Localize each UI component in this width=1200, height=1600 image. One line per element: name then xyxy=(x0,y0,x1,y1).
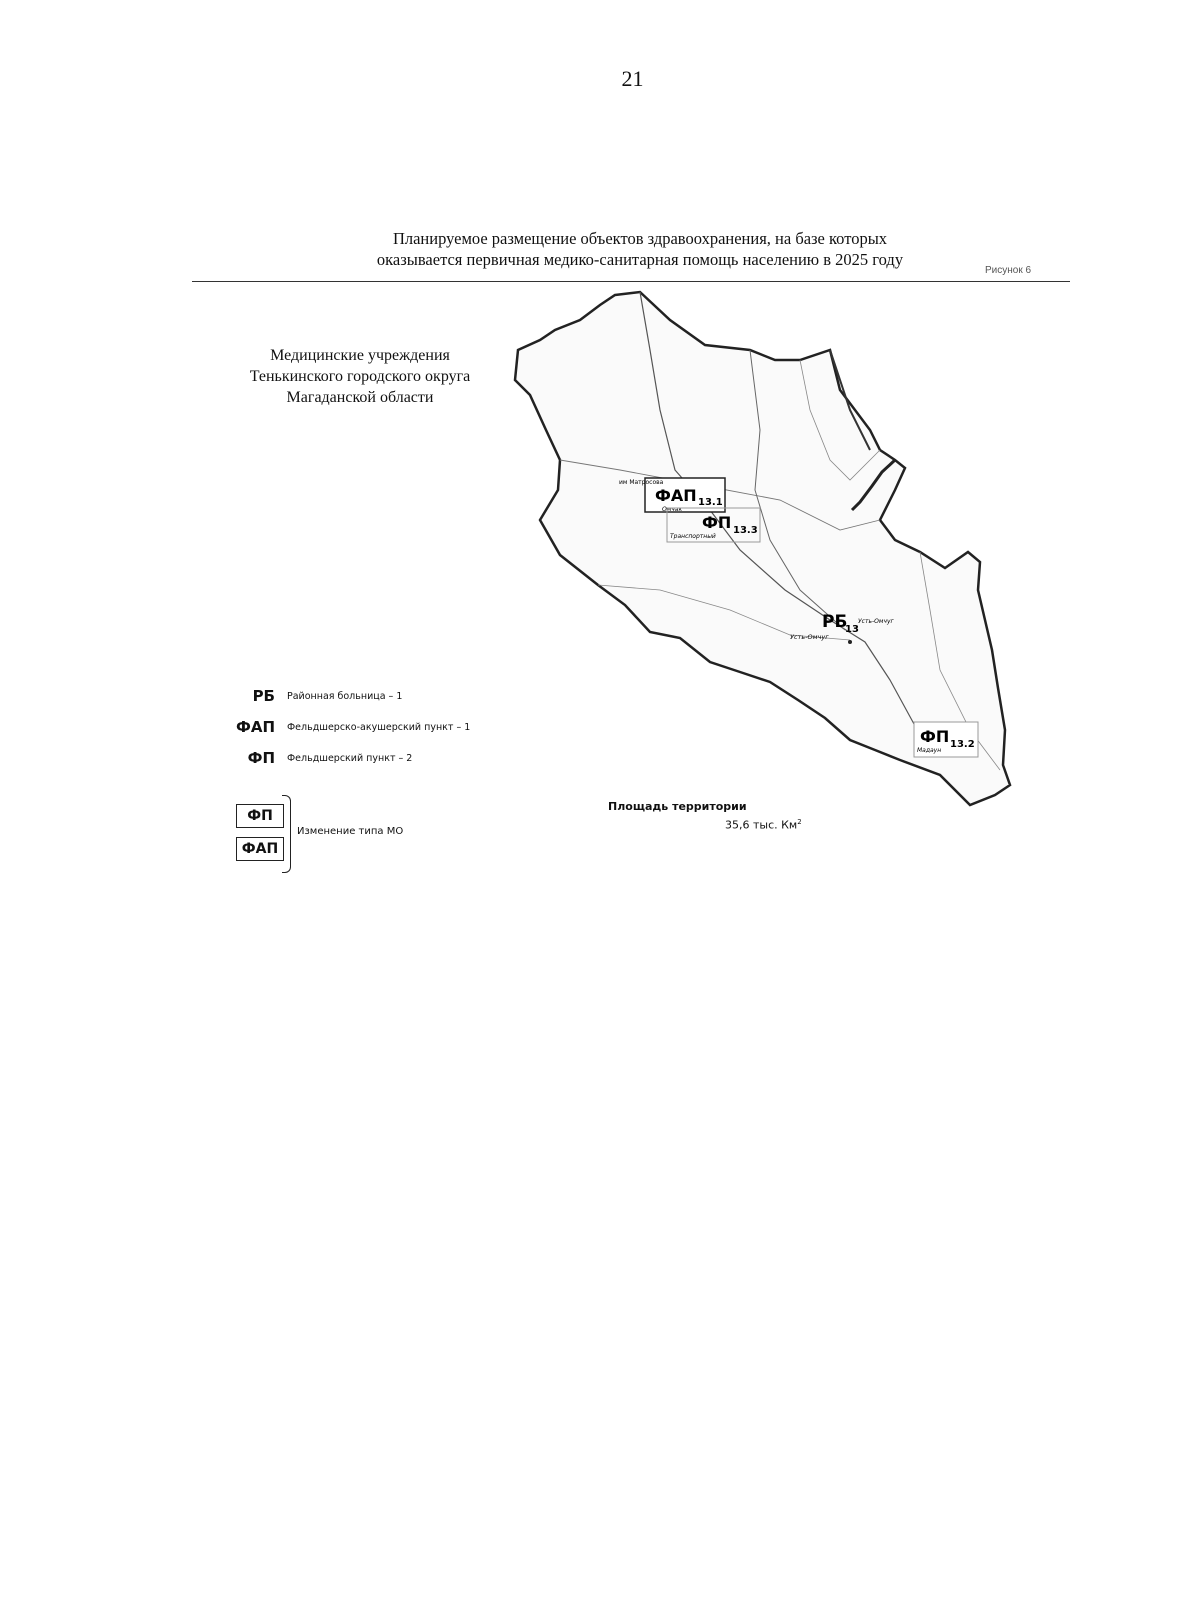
settlement-point xyxy=(848,640,852,644)
title-line-1: Планируемое размещение объектов здравоохранения, на базе которых xyxy=(392,229,888,248)
area-value xyxy=(725,818,802,832)
facility-index-label: 13.3 xyxy=(733,525,758,536)
legend-label: Фельдшерский пункт – 2 xyxy=(287,752,413,764)
facility-type-label: ФП xyxy=(702,513,732,532)
facility-settlement-label: Усть-Омчуг xyxy=(790,633,829,641)
legend-change-label: Изменение типа МО xyxy=(297,826,404,837)
page-number: 21 xyxy=(621,66,644,91)
legend-item-rb xyxy=(235,686,402,706)
legend-label: Районная больница – 1 xyxy=(287,690,403,702)
facility-index-label: 13.1 xyxy=(698,497,723,508)
title-line-2: оказывается первичная медико-санитарная помощь населению в 2025 году xyxy=(376,250,904,269)
legend-title-line: Медицинские учреждения xyxy=(270,347,450,364)
legend-abbr: ФП xyxy=(247,749,275,767)
figure-title xyxy=(300,228,980,270)
title-rule xyxy=(192,281,1070,282)
legend-abbr: ФАП xyxy=(235,718,275,736)
legend-change-from: ФП xyxy=(236,804,284,828)
area-label: Площадь территории xyxy=(608,800,747,813)
facility-index-label: 13 xyxy=(845,624,859,635)
legend-bracket xyxy=(282,795,291,873)
legend-item-fap xyxy=(235,717,470,737)
area-value-text: 35,6 тыс. Км xyxy=(725,818,798,832)
legend-title xyxy=(225,345,495,408)
legend-label: Фельдшерско-акушерский пункт – 1 xyxy=(287,721,471,733)
legend-item-fp xyxy=(235,748,412,768)
figure-number-label: Рисунок 6 xyxy=(985,265,1032,276)
area-unit-sup: 2 xyxy=(797,818,802,826)
facility-type-label: ФП xyxy=(920,727,950,746)
legend-title-line: Магаданской области xyxy=(286,389,434,406)
legend-abbr: РБ xyxy=(252,687,275,705)
settlement-label: им Матросова xyxy=(619,479,664,486)
facility-settlement-label: Транспортный xyxy=(670,533,716,540)
facility-settlement-label: Мадаун xyxy=(917,747,942,754)
facility-type-label: ФАП xyxy=(655,486,697,505)
facility-fp-13-2 xyxy=(914,722,978,757)
facility-index-label: 13.2 xyxy=(950,739,975,750)
legend-title-line: Тенькинского городского округа xyxy=(249,368,471,385)
facility-settlement-label: Омчак xyxy=(662,506,683,513)
district-map xyxy=(500,290,1040,830)
settlement-label: Усть-Омчуг xyxy=(858,618,894,625)
facility-type-label: РБ xyxy=(822,612,848,632)
legend-change-to: ФАП xyxy=(236,837,284,861)
